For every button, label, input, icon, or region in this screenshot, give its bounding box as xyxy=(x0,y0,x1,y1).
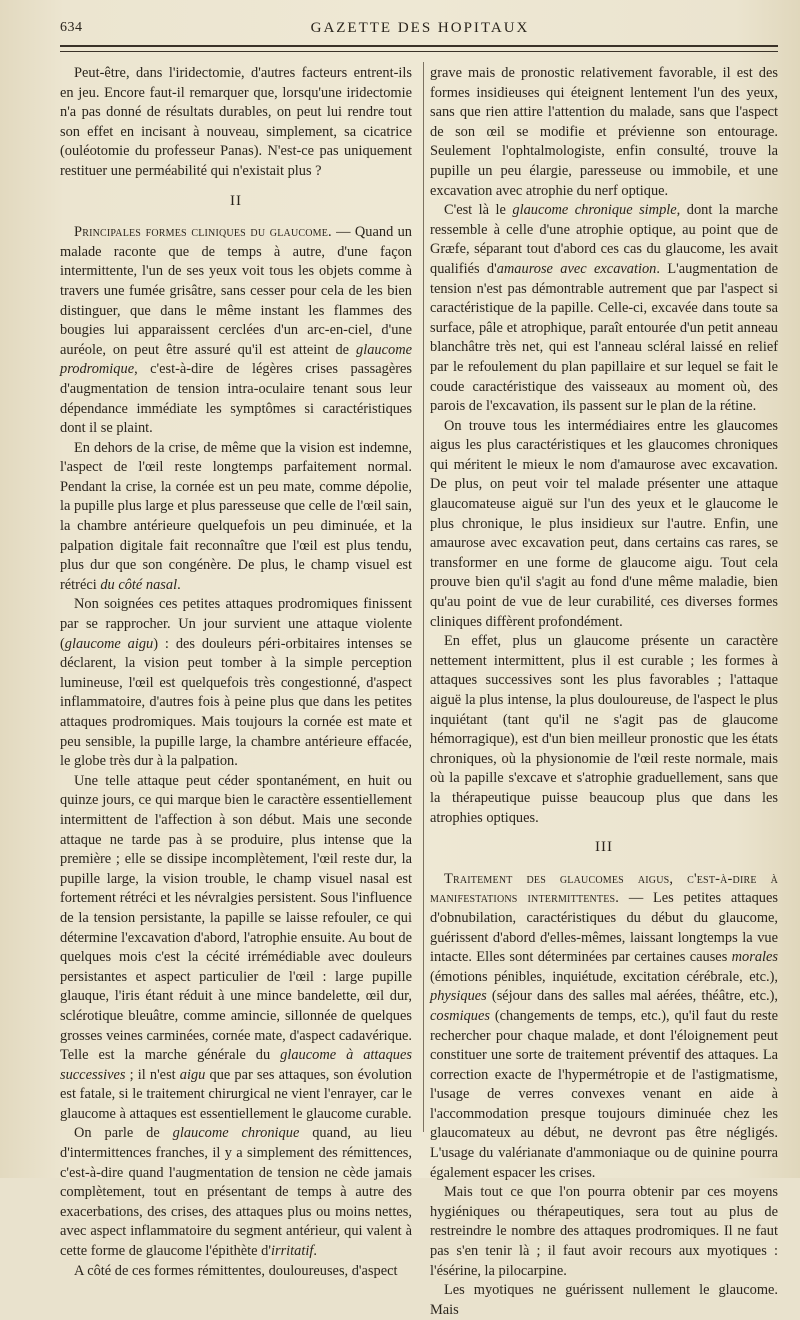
text-run: (émotions pénibles, inquiétude, excitation cérébrale, etc.), xyxy=(430,968,778,985)
section-heading: Principales formes cliniques du glaucome. xyxy=(74,224,332,241)
italic-term: glaucome chronique xyxy=(172,1125,300,1142)
column-divider xyxy=(423,62,424,1132)
text-run: ) : des douleurs péri-orbitaires intenses se déclarent, la vision peut tomber à la simple perception lumineuse, l'œil est quelquefois très congestionné, d'aspect inflammatoire, d'autres fois à peine plus que dans les petites attaques prodromiques. Mais toujours la cornée est mate et peu sensible, la pupille large, la chambre antérieure effacée, le globe très dur à la palpation. xyxy=(60,635,412,770)
paragraph: A côté de ces formes rémittentes, douloureuses, d'aspect xyxy=(74,1262,398,1279)
italic-term: du côté nasal xyxy=(100,576,178,593)
text-run: — Quand un malade raconte que de temps à autre, d'une façon intermittente, l'un de ses yeux voit tous les objets comme à travers une fumée grisâtre, sans cesser pour cela de les bien distinguer, que dans le même instant les flammes des bougies lui apparaissent cerclées d'un arc-en-ciel, d'une auréole, on peut être assuré qu'il est atteint de xyxy=(60,224,412,358)
paragraph: Peut-être, dans l'iridectomie, d'autres facteurs entrent-ils en jeu. Encore faut-il remarquer que, lorsqu'une iridectomie n'a pas donné de résultats durables, on peut lui rendre tout son effet en incisant à nouveau, simplement, sa cicatrice (ouléotomie du professeur Panas). N'est-ce pas uniquement restituer une perméabilité qui n'existait plus ? xyxy=(60,65,412,179)
text-run: En dehors de la crise, de même que la vision est indemne, l'aspect de l'œil reste longtemps parfaitement normal. Pendant la crise, la cornée est un peu mate, comme dépolie, la pupille plus large et plus paresseuse que celle de l'œil sain, la chambre antérieure quelquefois un peu diminuée, et la palpation digitale fait reconnaître que l'œil est plus tendu, plus dur que son congénère. De plus, le champ visuel est rétréci xyxy=(60,439,412,593)
left-column xyxy=(60,64,412,1281)
paragraph xyxy=(60,223,412,439)
italic-term: amaurose avec excavation xyxy=(496,260,657,277)
text-run: . L'augmentation de tension n'est pas démontrable autrement que par l'aspect si caractéristique de la papille. Celle-ci, excavée dans toute sa surface, pâle et atrophique, paraît entourée d'un petit anneau blanchâtre très net, qui est l'anneau scléral laissé en relief par le refoulement du plan papillaire et sur lequel se fait le coude caractéristique des vaisseaux au moment où, des parois de l'excavation, ils passent sur le plan de la rétine. xyxy=(430,260,778,415)
italic-term: cosmiques xyxy=(430,1007,490,1024)
paragraph xyxy=(60,772,412,1125)
italic-term: aigu xyxy=(179,1066,206,1083)
paragraph xyxy=(60,1124,412,1261)
paragraph xyxy=(60,595,412,771)
page-header xyxy=(60,16,780,42)
text-run: , c'est-à-dire de légères crises passagères d'augmentation de tension intra-oculaire tenant sous leur dépendance immédiate les symptômes si caractéristiques dont il se plaint. xyxy=(60,361,412,437)
text-run: (changements de temps, etc.), qu'il faut du reste rechercher pour chaque malade, et dont l'éloignement peut constituer une sorte de traitement préventif des attaques. La correction exacte de l'hypermétropie et de l'astigmatisme, l'usage de verres convexes venant en aide à l'accommodation presque toujours diminuée chez les glaucomateux au début, ne devront pas être négligés. L'usage du valérianate d'ammoniaque ou de quinine pourra également espacer les crises. xyxy=(430,1007,778,1181)
italic-term: glaucome à attaques successives xyxy=(60,1047,412,1083)
text-run: quand, au lieu d'intermittences franches, il y a simplement des rémittences, c'est-à-dire quand l'augmentation de tension ne cède jamais complètement, tout en présentant de temps à autre des exacerbations, des crises, des attaques plus ou moins nettes, avec aspect inflammatoire du segment antérieur, qui valent à cette forme de glaucome l'épithète d' xyxy=(60,1125,412,1260)
paragraph xyxy=(430,870,778,1184)
paragraph: Les myotiques ne guérissent nullement le glaucome. Mais xyxy=(430,1282,778,1318)
section-number: II xyxy=(230,192,242,209)
paragraph: On trouve tous les intermédiaires entre les glaucomes aigus les plus caractéristiques et les glaucomes chroniques qui méritent le mieux le nom d'amaurose avec excavation. De plus, on peut voir tel malade présenter une attaque glaucomateuse aiguë sur l'un des yeux et le glaucome le plus chronique, le plus insidieux sur l'autre. Enfin, une amaurose avec excavation peut, dans certains cas rares, se transformer en une forme de glaucome aigu. Tout cela prouve bien qu'il s'agit au fond d'une même maladie, bien qu'au point de vue de leur curabilité, ces diverses formes cliniques diffèrent profondément. xyxy=(430,417,778,630)
text-run: que par ses attaques, son évolution est fatale, si le traitement chirurgical ne vient l'enrayer, car le glaucome à attaques est essentiellement le glaucome curable. xyxy=(60,1066,412,1122)
header-rule-thin xyxy=(60,51,778,52)
text-run: . xyxy=(177,576,181,593)
section-heading: Traitement des glaucomes aigus, c'est-à-dire à manifestations intermittentes. xyxy=(430,870,778,907)
italic-term: glaucome aigu xyxy=(64,635,154,652)
header-rule-thick xyxy=(60,45,778,47)
italic-term: glaucome chronique simple xyxy=(512,202,677,219)
page-number: 634 xyxy=(60,20,83,35)
text-run: ; il n'est xyxy=(125,1066,180,1083)
paragraph xyxy=(430,201,778,417)
text-run: . xyxy=(313,1243,317,1260)
paragraph: En effet, plus un glaucome présente un caractère nettement intermittent, plus il est curable ; les formes à attaques successives sont les plus favorables ; l'attaque aiguë la plus intense, la plus douloureuse, de l'aspect le plus inquiétant (tant qu'il ne s'agit pas de glaucome hémorragique), est d'un bien meilleur pronostic que les états chroniques, où la physionomie de l'œil reste normale, mais où la papille s'excave et s'atrophie graduellement, sans que la thérapeutique puisse beaucoup plus que dans les atrophies optiques. xyxy=(430,633,778,826)
text-run: — Les petites attaques d'obnubilation, caractéristiques du début du glaucome, guérissent d'abord d'elles-mêmes, laissant longtemps la vue intacte. Elles sont déterminées par certaines causes xyxy=(430,890,778,966)
text-run: Une telle attaque peut céder spontanément, en huit ou quinze jours, ce qui marque bien le caractère essentiellement intermittent de l'affection à son début. Mais une seconde attaque ne tarde pas à se produire, plus intense que la première ; elle se dissipe incomplètement, l'œil reste dur, la pupille large, la vision trouble, le champ visuel nasal est fortement rétréci et les névralgies persistent. Sous l'influence de la tension persistante, la papille se laisse refouler, ce qui détermine l'excavation d'abord, l'atrophie ensuite. Au bout de quelques mois c'est la cécité irrémédiable avec douleurs persistantes et aspect particulier de l'œil : large pupille glauque, l'iris étant réduit à une mince bandelette, œil dur, sclérotique bleuâtre, comme amincie, sillonnée de quelques grosses veines carminées, cornée mate, d'aspect cadavérique. Telle est la marche générale du xyxy=(60,772,412,1064)
italic-term: physiques xyxy=(430,988,487,1005)
journal-title: GAZETTE DES HOPITAUX xyxy=(310,20,530,36)
italic-term: morales xyxy=(731,949,778,966)
text-run: (séjour dans des salles mal aérées, théâtre, etc.), xyxy=(486,988,778,1005)
text-run: On parle de xyxy=(74,1125,173,1142)
paragraph xyxy=(60,439,412,596)
paragraph: Mais tout ce que l'on pourra obtenir par ces moyens hygiéniques ou thérapeutiques, sera tout au plus de restreindre le nombre des attaques prodromiques. Il ne faut pas s'en tenir là ; il faut avoir recours aux myotiques : l'ésérine, la pilocarpine. xyxy=(430,1184,778,1279)
right-column xyxy=(430,64,778,1320)
text-run: Non soignées ces petites attaques prodromiques finissent par se rapprocher. Un jour survient une attaque violente ( xyxy=(60,596,412,652)
section-number: III xyxy=(595,839,613,856)
text-run: , dont la marche ressemble à celle d'une atrophie optique, au point que de Græfe, séparant tout d'abord ces cas du glaucome, les avait qualifiés d' xyxy=(430,202,779,277)
italic-term: irritatif xyxy=(270,1243,314,1260)
text-run: C'est là le xyxy=(444,202,513,219)
italic-term: glaucome prodromique xyxy=(60,341,412,378)
paragraph: grave mais de pronostic relativement favorable, il est des formes insidieuses qui éteignent lentement l'un des yeux, sans que rien attire l'attention du malade, sans que l'aspect de son œil se modifie et prévienne son entourage. Seulement l'ophtalmologiste, enfin consulté, trouve la pupille un peu élargie, paresseuse ou immobile, et une excavation avec atrophie du nerf optique. xyxy=(430,65,778,199)
